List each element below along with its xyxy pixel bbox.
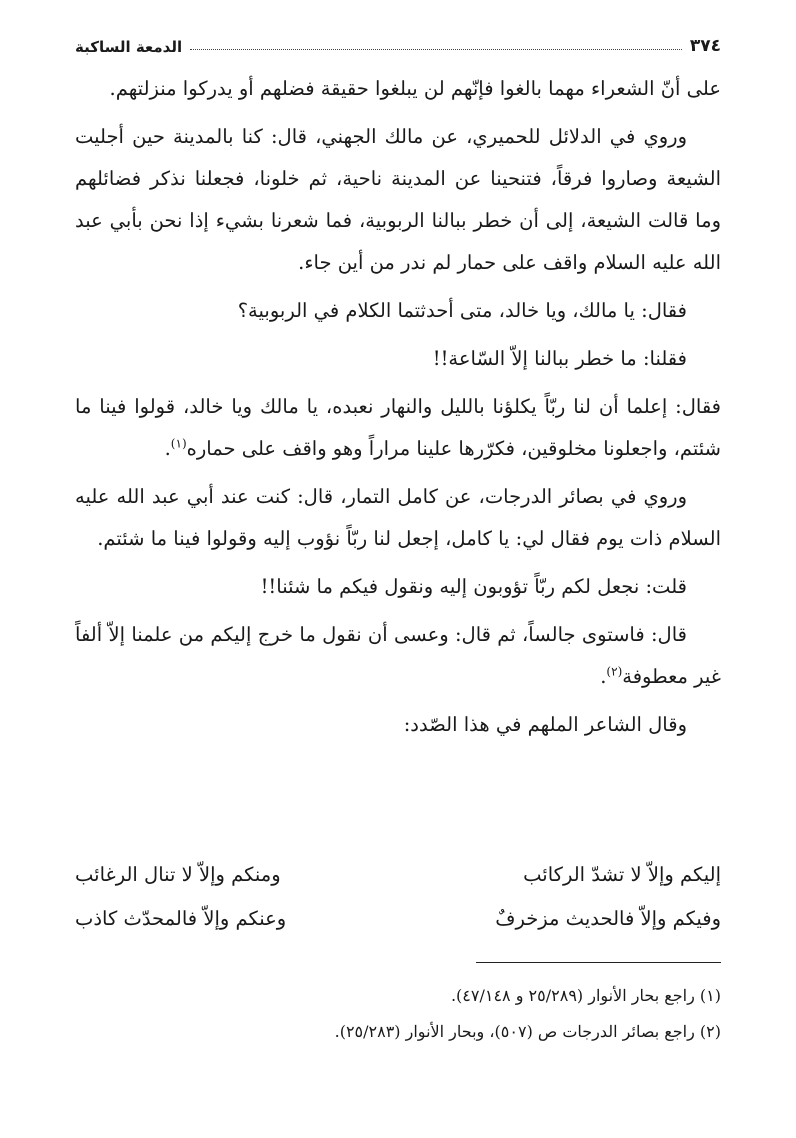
poem-verse [75,896,721,940]
page-number: ٣٧٤ [689,36,721,56]
paragraph: قال: فاستوى جالساً، ثم قال: وعسى أن نقول ما خرج إليكم من علمنا إلاّ ألفاً غير معطوفة$^{(٢)}$. [75,623,721,688]
running-title: الدمعة الساكبة [75,38,183,56]
poem [75,852,721,940]
hemistich-second: ومنكم وإلاّ لا تنال الرغائب [75,862,281,886]
paragraph: فقال: إعلما أن لنا ربّاً يكلؤنا بالليل والنهار نعبده، يا مالك ويا خالد، قولوا فينا ما شئتم، واجعلونا مخلوقين، فكرّرها علينا مراراً وهو واقف على حماره$^{(١)}$. [75,395,721,460]
paragraph: وروي في الدلائل للحميري، عن مالك الجهني، قال: كنا بالمدينة حين أجليت الشيعة وصاروا فرقاً، فتنحينا عن المدينة ناحية، ثم خلونا، فجعلنا نذكر فضائلهم وما قالت الشيعة، إلى أن خطر ببالنا الربوبية، فما شعرنا بشيء إذا نحن بأبي عبد الله عليه السلام واقف على حمار لم ندر من أين جاء. [75,125,721,274]
paragraph: وقال الشاعر الملهم في هذا الصّدد: [403,713,687,736]
footnote: (٢) راجع بصائر الدرجات ص (٥٠٧)، وبحار الأنوار (٢٥/٢٨٣). [334,1022,721,1041]
footnote: (١) راجع بحار الأنوار (٢٥/٢٨٩ و ٤٧/١٤٨). [450,986,721,1005]
running-header [75,30,721,56]
paragraph: قلت: نجعل لكم ربّاً تؤوبون إليه ونقول فيكم ما شئنا!! [260,575,687,598]
paragraph: على أنّ الشعراء مهما بالغوا فإنّهم لن يبلغوا حقيقة فضلهم أو يدركوا منزلتهم. [109,77,721,100]
body-text [75,68,721,746]
footnotes [75,978,721,1050]
hemistich-first: إليكم وإلاّ لا تشدّ الركائب [523,862,721,886]
poem-verse [75,852,721,896]
hemistich-first: وفيكم وإلاّ فالحديث مزخرفٌ [495,906,721,930]
footnote-ref[interactable]: (١) [170,436,187,451]
paragraph: وروي في بصائر الدرجات، عن كامل التمار، قال: كنت عند أبي عبد الله عليه السلام ذات يوم فقال لي: يا كامل، إجعل لنا ربّاً نؤوب إليه وقولوا فينا ما شئتم. [75,485,721,550]
footnote-separator [476,962,721,963]
hemistich-second: وعنكم وإلاّ فالمحدّث كاذب [75,906,287,930]
header-dotted-leader [190,48,682,50]
paragraph: فقلنا: ما خطر ببالنا إلاّ السّاعة!! [432,347,687,370]
paragraph: فقال: يا مالك، ويا خالد، متى أحدثتما الكلام في الربوبية؟ [237,299,687,322]
footnote-ref[interactable]: (٢) [606,664,623,679]
